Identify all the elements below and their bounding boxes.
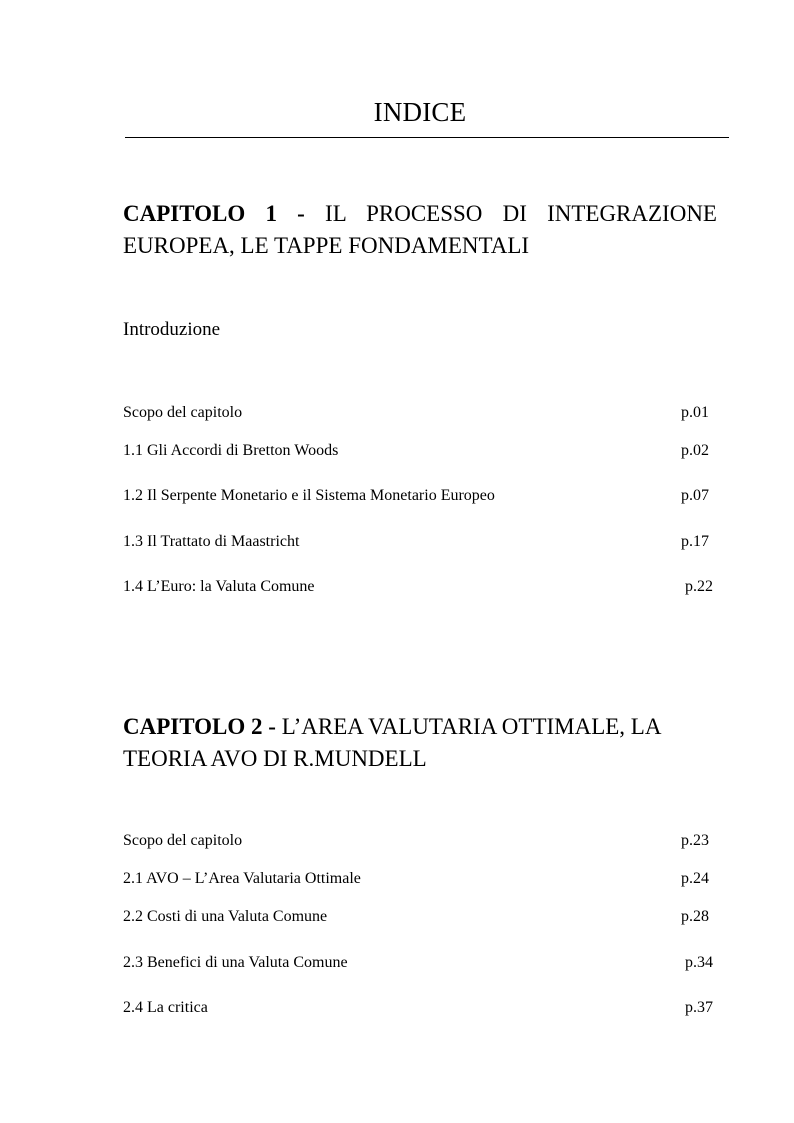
toc-entry-1-2[interactable]	[123, 485, 718, 507]
chapter-1-heading	[123, 198, 717, 262]
toc-entry-1-3[interactable]	[123, 531, 718, 553]
toc-entry-title: 1.4 L’Euro: la Valuta Comune	[123, 578, 315, 595]
toc-entry-page: p.22	[685, 578, 713, 595]
toc-entry-page: p.37	[685, 999, 713, 1016]
toc-entry-2-2[interactable]	[123, 906, 718, 928]
toc-entry-page: p.24	[681, 870, 709, 887]
chapter-1-intro-label: Introduzione	[123, 319, 221, 340]
toc-entry-page: p.28	[681, 908, 709, 925]
toc-entry-title: 1.3 Il Trattato di Maastricht	[123, 533, 300, 550]
toc-entry-1-0[interactable]	[123, 402, 718, 424]
toc-entry-page: p.17	[681, 533, 709, 550]
chapter-1-title: IL PROCESSO DI INTEGRAZIONE EUROPEA, LE TAPPE FONDAMENTALI	[123, 201, 717, 258]
toc-entry-title: 2.3 Benefici di una Valuta Comune	[123, 954, 348, 971]
toc-entry-title: 2.1 AVO – L’Area Valutaria Ottimale	[123, 870, 361, 887]
toc-entry-page: p.01	[681, 404, 709, 421]
chapter-1-label: CAPITOLO 1 -	[123, 201, 305, 226]
toc-entry-title: 2.4 La critica	[123, 999, 208, 1016]
page-title: INDICE	[373, 97, 467, 127]
toc-entry-title: 1.2 Il Serpente Monetario e il Sistema Monetario Europeo	[123, 487, 495, 504]
toc-entry-2-4[interactable]	[123, 997, 718, 1019]
chapter-2-title: L’AREA VALUTARIA OTTIMALE, LA TEORIA AVO DI R.MUNDELL	[123, 714, 661, 771]
toc-entry-2-1[interactable]	[123, 868, 718, 890]
toc-entry-title: 1.1 Gli Accordi di Bretton Woods	[123, 442, 339, 459]
toc-entry-2-3[interactable]	[123, 952, 718, 974]
title-divider	[125, 137, 729, 138]
toc-entry-page: p.07	[681, 487, 709, 504]
toc-entry-page: p.34	[685, 954, 713, 971]
toc-entry-page: p.02	[681, 442, 709, 459]
chapter-2-label: CAPITOLO 2 -	[123, 714, 276, 739]
toc-entry-1-4[interactable]	[123, 576, 718, 598]
chapter-2-heading	[123, 711, 717, 775]
toc-entry-title: Scopo del capitolo	[123, 832, 243, 849]
toc-entry-1-1[interactable]	[123, 440, 718, 462]
toc-entry-title: Scopo del capitolo	[123, 404, 243, 421]
toc-entry-title: 2.2 Costi di una Valuta Comune	[123, 908, 328, 925]
toc-entry-page: p.23	[681, 832, 709, 849]
toc-entry-2-0[interactable]	[123, 830, 718, 852]
